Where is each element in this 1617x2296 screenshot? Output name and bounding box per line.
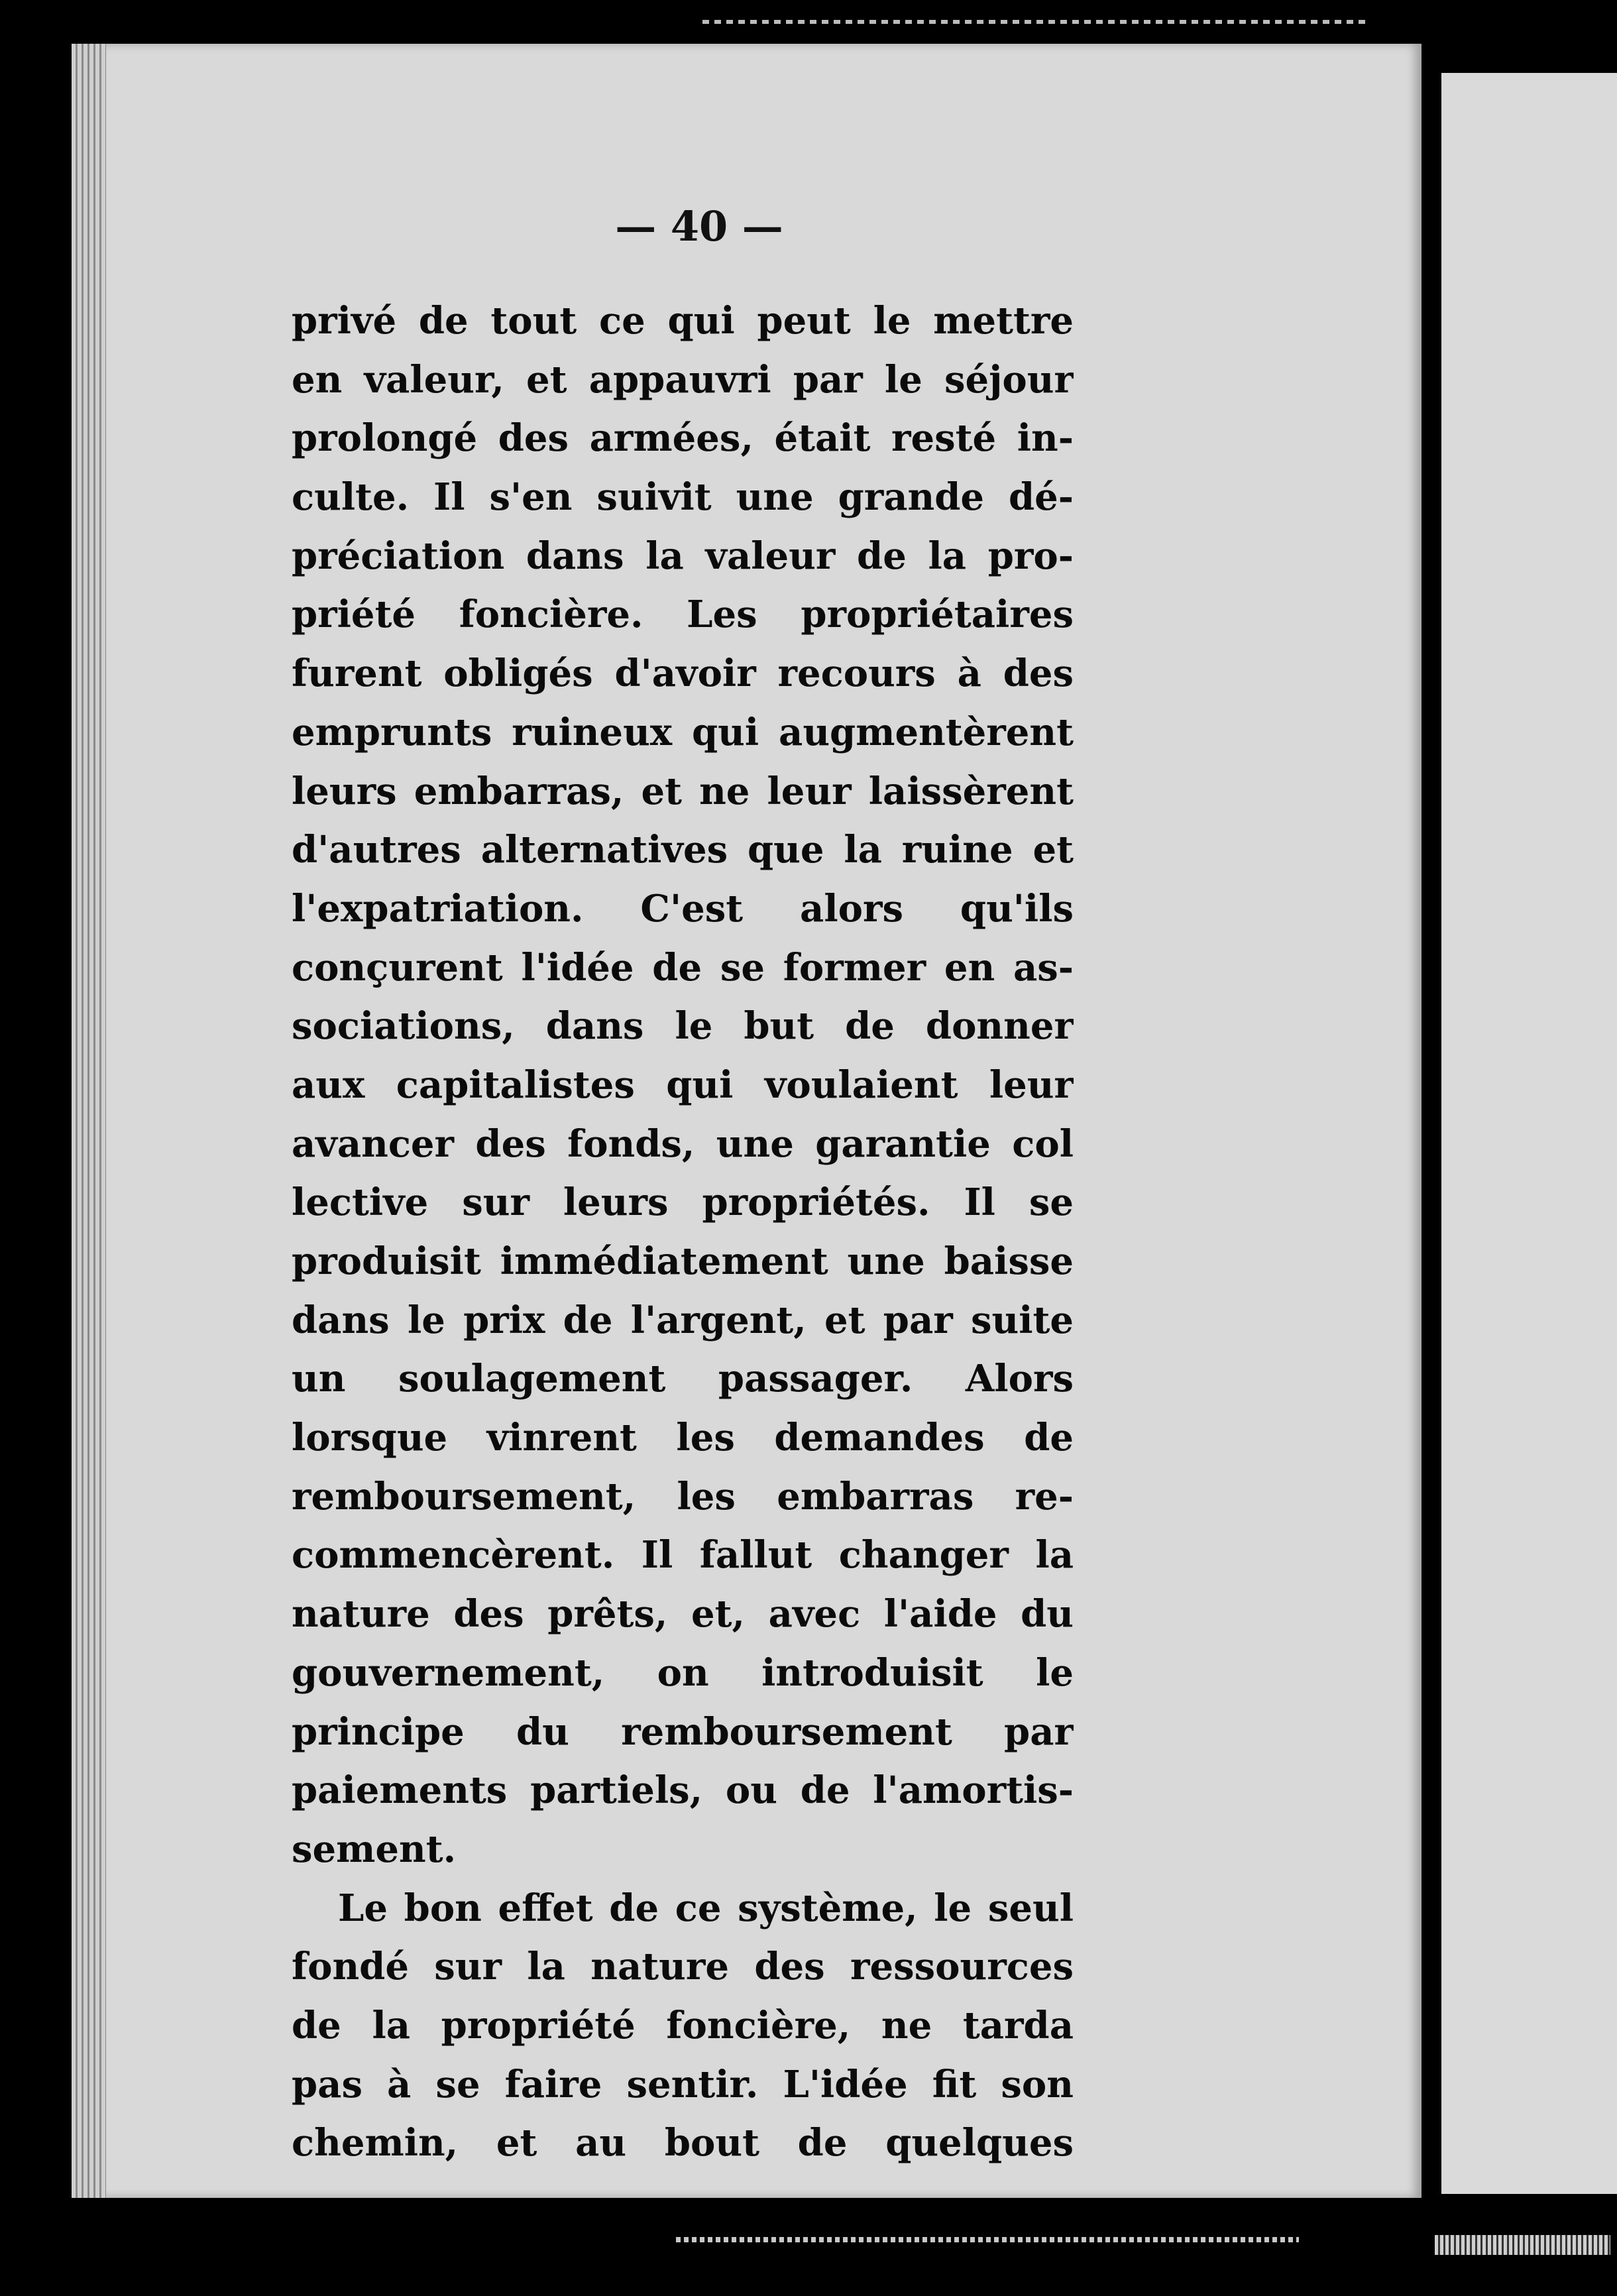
text-line: pas à se faire sentir. L'idée fit son bbox=[292, 2062, 1074, 2106]
text-line: sement. bbox=[292, 1827, 457, 1871]
text-line: gouvernement, on introduisit le bbox=[292, 1650, 1074, 1695]
text-line: sociations, dans le but de donner bbox=[292, 1004, 1074, 1049]
text-line: dans le prix de l'argent, et par suite bbox=[292, 1298, 1074, 1342]
text-line: fondé sur la nature des ressources bbox=[292, 1945, 1074, 1989]
next-page-edge bbox=[1441, 73, 1617, 2194]
text-line: furent obligés d'avoir recours à des bbox=[292, 652, 1074, 696]
text-line: aux capitalistes qui voulaient leur bbox=[292, 1062, 1074, 1107]
text-line: de la propriété foncière, ne tarda bbox=[292, 2003, 1074, 2047]
text-line: nature des prêts, et, avec l'aide du bbox=[292, 1592, 1074, 1636]
text-line: d'autres alternatives que la ruine et bbox=[292, 828, 1074, 872]
bottom-right-artifact bbox=[1435, 2235, 1610, 2255]
text-line: avancer des fonds, une garantie col bbox=[292, 1121, 1074, 1166]
text-line: lorsque vinrent les demandes de bbox=[292, 1416, 1074, 1460]
text-line: chemin, et au bout de quelques bbox=[292, 2121, 1074, 2165]
text-line: remboursement, les embarras re- bbox=[292, 1474, 1074, 1519]
text-line: produisit immédiatement une baisse bbox=[292, 1239, 1074, 1283]
page-number: — 40 — bbox=[615, 202, 783, 251]
text-line: emprunts ruineux qui augmentèrent bbox=[292, 710, 1074, 754]
page-edges bbox=[72, 44, 111, 2198]
text-line: un soulagement passager. Alors bbox=[292, 1357, 1074, 1401]
text-line: préciation dans la valeur de la pro- bbox=[292, 534, 1074, 578]
text-line: leurs embarras, et ne leur laissèrent bbox=[292, 769, 1074, 813]
book-gutter bbox=[1422, 27, 1441, 2234]
text-line: conçurent l'idée de se former en as- bbox=[292, 945, 1074, 990]
text-line: privé de tout ce qui peut le mettre bbox=[292, 299, 1074, 343]
text-line: l'expatriation. C'est alors qu'ils bbox=[292, 886, 1074, 931]
text-line: principe du remboursement par bbox=[292, 1709, 1074, 1754]
text-line: en valeur, et appauvri par le séjour bbox=[292, 357, 1074, 402]
text-line: culte. Il s'en suivit une grande dé- bbox=[292, 475, 1074, 520]
text-line: priété foncière. Les propriétaires bbox=[292, 593, 1074, 637]
text-line: Le bon effet de ce système, le seul bbox=[338, 1886, 1074, 1930]
text-line: prolongé des armées, était resté in- bbox=[292, 416, 1074, 461]
text-line: paiements partiels, ou de l'amortis- bbox=[292, 1768, 1074, 1813]
top-edge-artifact bbox=[702, 20, 1365, 24]
text-line: commencèrent. Il fallut changer la bbox=[292, 1533, 1074, 1578]
text-line: lective sur leurs propriétés. Il se bbox=[292, 1180, 1074, 1225]
bottom-edge-artifact bbox=[676, 2237, 1299, 2242]
body-text bbox=[292, 292, 1074, 2173]
